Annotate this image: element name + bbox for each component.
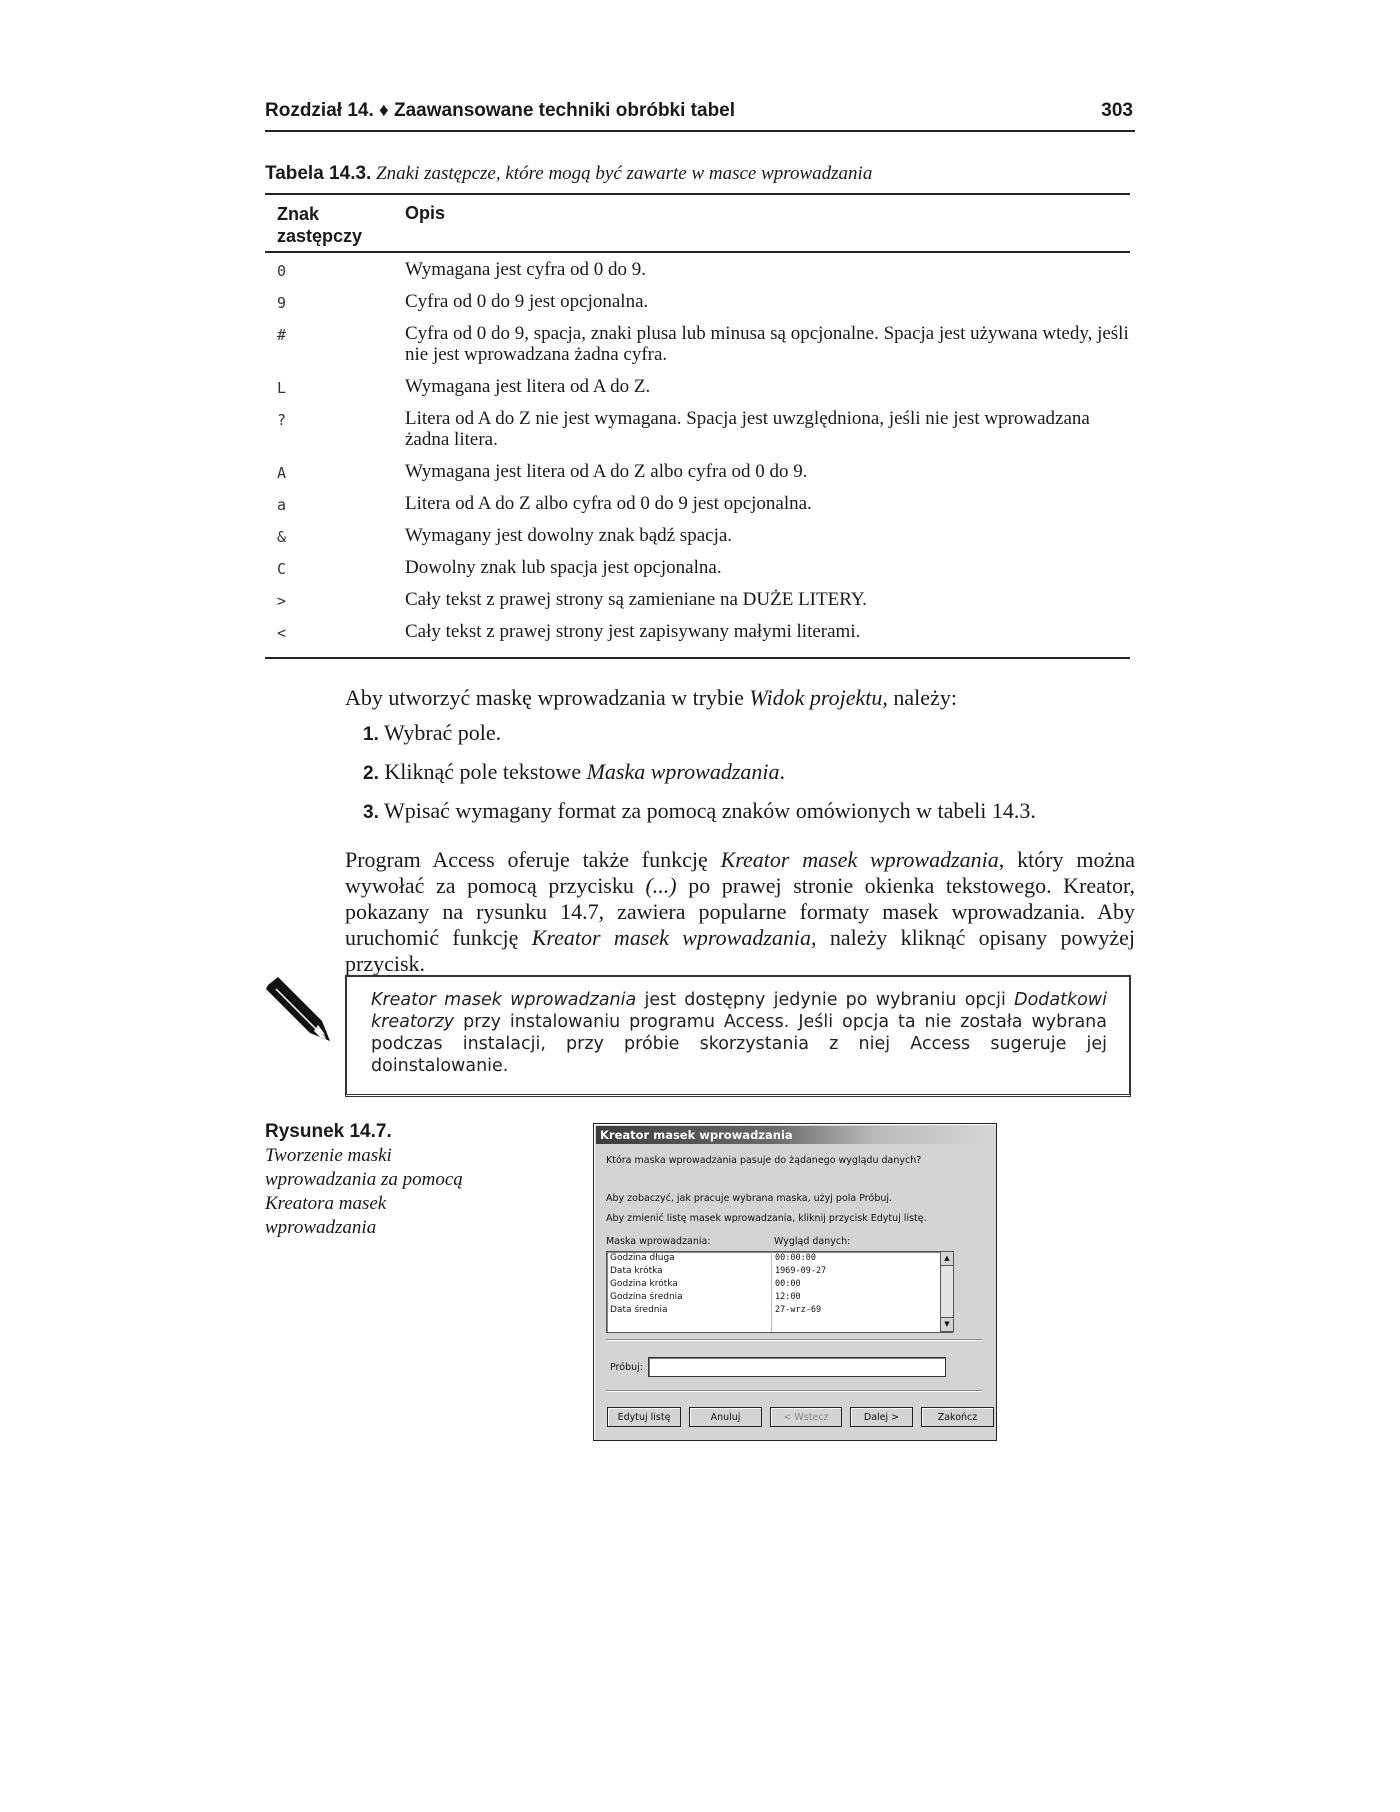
placeholder-description: Dowolny znak lub spacja jest opcjonalna. — [405, 557, 722, 578]
placeholder-symbol: C — [277, 560, 287, 578]
para-italic: (...) — [645, 873, 677, 898]
para-text: po prawej stronie okienka tekstowego. Kreator, pokazany na rysunku 14.7, zawiera popularne formaty masek wprowadzania. Aby uruchomić funkcję — [345, 873, 1135, 950]
dialog-title: Kreator masek wprowadzania — [600, 1128, 793, 1142]
placeholder-symbol: > — [277, 592, 287, 610]
placeholder-description: Cały tekst z prawej strony jest zapisywany małymi literami. — [405, 621, 861, 642]
header-description: Opis — [405, 203, 446, 223]
placeholder-symbol: < — [277, 624, 287, 642]
mask-listbox[interactable] — [606, 1251, 953, 1333]
pencil-icon — [262, 975, 334, 1052]
placeholder-description: Wymagana jest litera od A do Z albo cyfra od 0 do 9. — [405, 461, 808, 482]
dialog-hint-try: Aby zobaczyć, jak pracuje wybrana maska, użyj pola Próbuj. — [606, 1193, 893, 1204]
mask-preview: 27-wrz-69 — [775, 1305, 822, 1315]
next-button[interactable]: Dalej > — [850, 1407, 913, 1427]
header-symbol: Znak zastępczy — [277, 204, 363, 246]
step-item — [363, 798, 1143, 837]
table-row — [265, 323, 1130, 376]
mask-name: Godzina średnia — [610, 1292, 683, 1302]
column-header-look: Wygląd danych: — [774, 1236, 851, 1247]
mask-name: Godzina długa — [610, 1253, 675, 1263]
table-row — [265, 376, 1130, 408]
placeholder-description: Wymagana jest cyfra od 0 do 9. — [405, 259, 647, 280]
step-text: Wpisać wymagany format za pomocą znaków omówionych w tabeli 14.3. — [378, 798, 1036, 823]
mask-name: Data średnia — [610, 1305, 668, 1315]
intro-paragraph — [345, 685, 1135, 711]
steps-list — [363, 720, 1143, 837]
table-caption — [265, 163, 872, 185]
placeholder-table — [265, 193, 1130, 659]
placeholder-symbol: a — [277, 496, 287, 514]
note-italic: Kreator masek wprowadzania — [371, 990, 637, 1010]
note-box — [345, 975, 1131, 1097]
placeholder-description: Wymagana jest litera od A do Z. — [405, 376, 651, 397]
table-row — [265, 589, 1130, 621]
placeholder-description: Cyfra od 0 do 9 jest opcjonalna. — [405, 291, 649, 312]
try-label: Próbuj: — [610, 1362, 643, 1373]
table-caption-label: Tabela 14.3. — [265, 163, 372, 184]
step-number: 3. — [363, 802, 379, 823]
finish-button[interactable]: Zakończ — [921, 1407, 994, 1427]
table-row — [265, 493, 1130, 525]
scroll-down-icon[interactable]: ▼ — [941, 1317, 953, 1331]
placeholder-symbol: A — [277, 464, 287, 482]
table-row — [265, 291, 1130, 323]
mask-name: Godzina krótka — [610, 1279, 678, 1289]
figure-caption-text: Tworzenie maski wprowadzania za pomocą Kreatora masek wprowadzania — [265, 1145, 463, 1238]
intro-italic: Widok projektu — [749, 685, 883, 710]
placeholder-symbol: & — [277, 528, 287, 546]
body-paragraph — [345, 847, 1135, 977]
table-row — [265, 621, 1130, 653]
list-item[interactable] — [607, 1291, 952, 1304]
para-italic: Kreator masek wprowadzania — [720, 847, 999, 872]
step-item — [363, 759, 1143, 798]
table-caption-text: Znaki zastępcze, które mogą być zawarte w masce wprowadzania — [376, 163, 873, 184]
placeholder-description: Cyfra od 0 do 9, spacja, znaki plusa lub minusa są opcjonalne. Spacja jest używana wtedy, jeśli nie jest wprowadzana żadna cyfra. — [405, 323, 1129, 365]
step-text: Wybrać pole. — [378, 720, 502, 745]
placeholder-description: Litera od A do Z albo cyfra od 0 do 9 jest opcjonalna. — [405, 493, 812, 514]
table-row — [265, 408, 1130, 461]
mask-name: Data krótka — [610, 1266, 663, 1276]
running-header — [265, 100, 1135, 132]
table-body — [265, 253, 1130, 657]
cancel-button[interactable]: Anuluj — [689, 1407, 762, 1427]
step-text: Kliknąć pole tekstowe — [378, 759, 587, 784]
back-button[interactable]: < Wstecz — [770, 1407, 842, 1427]
scroll-up-icon[interactable]: ▲ — [941, 1252, 953, 1266]
figure-label: Rysunek 14.7. — [265, 1121, 392, 1142]
edit-list-button[interactable]: Edytuj listę — [607, 1407, 681, 1427]
placeholder-symbol: 9 — [277, 294, 287, 312]
table-row — [265, 525, 1130, 557]
table-header — [265, 195, 1130, 251]
table-row — [265, 259, 1130, 291]
page-number: 303 — [1101, 100, 1133, 121]
mask-preview: 00:00 — [775, 1279, 801, 1289]
placeholder-symbol: L — [277, 379, 287, 397]
dialog-titlebar — [596, 1126, 992, 1144]
dialog-question: Która maska wprowadzania pasuje do żądanego wyglądu danych? — [606, 1155, 922, 1166]
figure-caption — [265, 1120, 465, 1240]
para-italic: Kreator masek wprowadzania — [531, 925, 812, 950]
para-text: , należy kliknąć opisany powyżej przycisk. — [345, 925, 1135, 976]
chapter-title: Rozdział 14. ♦ Zaawansowane techniki obróbki tabel — [265, 100, 736, 121]
mask-list-rows — [607, 1252, 952, 1317]
table-row — [265, 461, 1130, 493]
placeholder-description: Wymagany jest dowolny znak bądź spacja. — [405, 525, 733, 546]
step-text-end: . — [779, 759, 786, 784]
list-item[interactable] — [607, 1265, 952, 1278]
column-header-mask: Maska wprowadzania: — [606, 1236, 711, 1247]
list-item[interactable] — [607, 1304, 952, 1317]
list-scrollbar[interactable] — [940, 1251, 954, 1332]
intro-text: Aby utworzyć maskę wprowadzania w trybie — [345, 685, 750, 710]
step-italic: Maska wprowadzania — [586, 759, 780, 784]
step-number: 2. — [363, 763, 379, 784]
note-span: jest dostępny jedynie po wybraniu opcji — [636, 990, 1015, 1010]
dialog-hint-edit: Aby zmienić listę masek wprowadzania, kliknij przycisk Edytuj listę. — [606, 1213, 927, 1224]
dialog-divider — [606, 1390, 982, 1392]
note-italic: Dodatkowi kreatorzy — [371, 990, 1107, 1032]
para-text: , który można wywołać za pomocą przycisku — [345, 847, 1135, 898]
list-item[interactable] — [607, 1278, 952, 1291]
mask-preview: 1969-09-27 — [775, 1266, 827, 1276]
step-number: 1. — [363, 724, 379, 745]
placeholder-symbol: # — [277, 326, 287, 344]
dialog-divider — [606, 1339, 982, 1341]
list-item[interactable] — [607, 1252, 952, 1265]
placeholder-description: Cały tekst z prawej strony są zamieniane na DUŻE LITERY. — [405, 589, 867, 610]
mask-preview: 12:00 — [775, 1292, 801, 1302]
note-text — [371, 989, 1107, 1077]
input-mask-wizard-dialog — [593, 1123, 997, 1441]
placeholder-symbol: ? — [277, 411, 287, 429]
intro-text-end: , należy: — [882, 685, 957, 710]
mask-preview: 00:00:00 — [775, 1253, 816, 1263]
table-row — [265, 557, 1130, 589]
placeholder-symbol: 0 — [277, 262, 287, 280]
note-span: przy instalowaniu programu Access. Jeśli opcja ta nie została wybrana podczas instalacji, przy próbie skorzystania z niej Access sugeruje jej doinstalowanie. — [371, 1012, 1107, 1076]
placeholder-description: Litera od A do Z nie jest wymagana. Spacja jest uwzględniona, jeśli nie jest wprowadzana żadna litera. — [405, 408, 1090, 450]
step-item — [363, 720, 1143, 759]
para-text: Program Access oferuje także funkcję — [345, 847, 721, 872]
try-input[interactable] — [648, 1357, 946, 1377]
